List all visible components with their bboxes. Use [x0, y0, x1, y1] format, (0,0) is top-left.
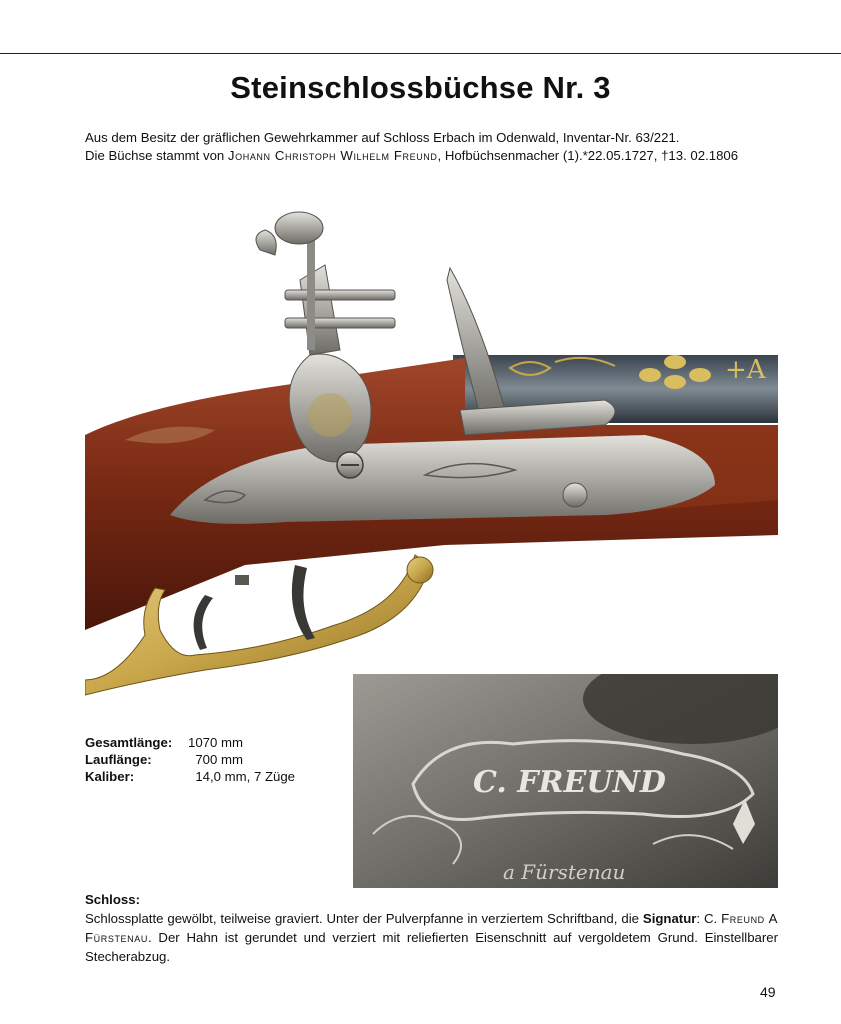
spec-row [85, 751, 295, 768]
intro-line-2-pre: Die Büchse stammt von [85, 147, 228, 163]
spec-value: 700 mm [188, 752, 243, 767]
spec-label: Lauflänge: [85, 752, 152, 767]
engraved-signature: C. FREUND [473, 765, 666, 800]
spec-value: 14,0 mm, 7 Züge [188, 769, 296, 784]
maker-name: Johann Christoph Wilhelm Freund [227, 147, 438, 163]
flintlock-photo [85, 210, 778, 705]
signatur-label: Signatur [642, 911, 697, 926]
schloss-text-3: . Der Hahn ist gerundet und verziert mit reliefierten Eisenschnitt auf vergoldetem Grund. Einstellbarer Stecherabzug. [85, 930, 778, 964]
jaw-lower [285, 318, 395, 328]
intro-text [85, 129, 778, 164]
spec-row [85, 768, 295, 785]
page-number: 49 [760, 984, 776, 1000]
intro-line-2 [85, 147, 778, 165]
section-body-schloss [85, 909, 778, 966]
engraved-location: a Fürstenau [503, 860, 626, 884]
jaw-screw-knob [275, 212, 323, 244]
spec-label: Gesamtlänge: [85, 735, 173, 750]
specs-table [85, 734, 295, 785]
jaw-upper [285, 290, 395, 300]
svg-text:+A: +A [725, 355, 766, 385]
header-rule [0, 53, 841, 54]
spec-row [85, 734, 295, 751]
schloss-text-1: Schlossplatte gewölbt, teilweise graviert. Unter der Pulverpfanne in verziertem Schriftband, die [85, 911, 643, 926]
schloss-text-2: : C. [696, 911, 722, 926]
page-title: Steinschlossbüchse Nr. 3 [230, 70, 611, 105]
section-heading-schloss: Schloss: [85, 892, 140, 907]
spec-label: Kaliber: [85, 769, 135, 784]
spec-value: 1070 mm [188, 735, 243, 750]
intro-line-2-post: , Hofbüchsenmacher (1).*22.05.1727, †13. 02.1806 [437, 147, 739, 163]
intro-line-1: Aus dem Besitz der gräflichen Gewehrkammer auf Schloss Erbach im Odenwald, Inventar-Nr. 63/221. [85, 130, 680, 145]
trigger-rear [292, 565, 315, 640]
trigger-front [194, 595, 213, 650]
signature-text: Freund A Fürstenau [85, 911, 778, 945]
engraving-detail-photo [353, 674, 778, 888]
